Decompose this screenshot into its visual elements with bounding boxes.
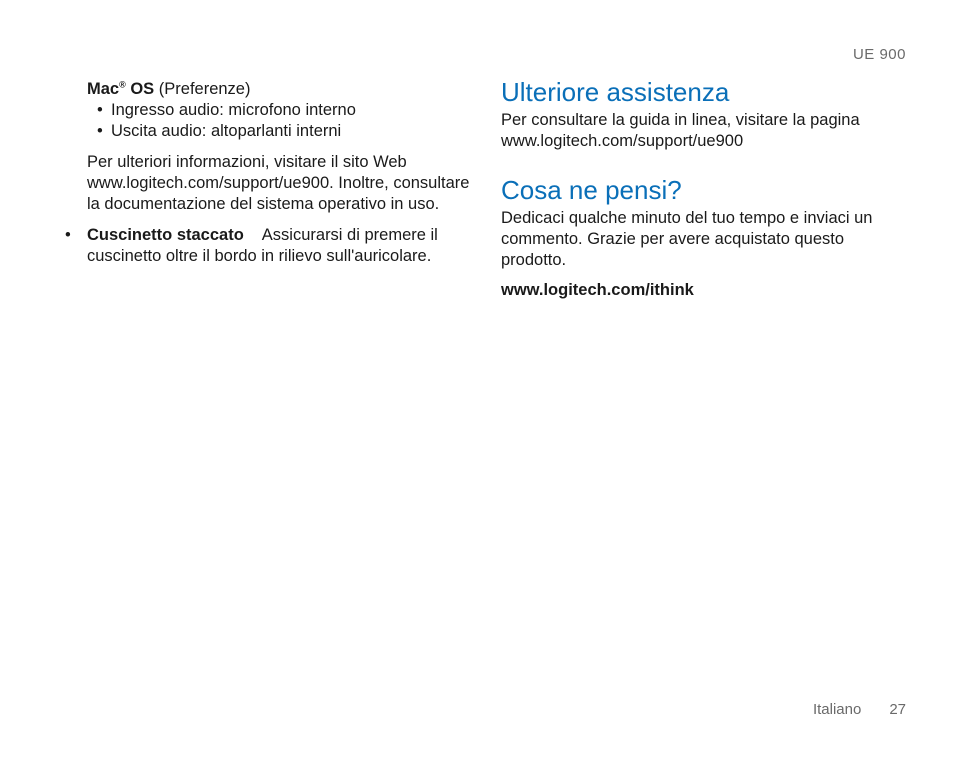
list-item-audio-output: • Uscita audio: altoparlanti interni	[97, 121, 477, 142]
mac-os-heading	[87, 79, 477, 100]
preferences-label: (Preferenze)	[154, 80, 251, 98]
list-item-audio-input: • Ingresso audio: microfono interno	[97, 100, 477, 121]
heading-further-help: Ulteriore assistenza	[501, 77, 730, 107]
mac-label: Mac	[87, 80, 120, 98]
bullet-icon: •	[65, 226, 71, 244]
bullet-title: Cuscinetto staccato	[87, 226, 244, 244]
bullet-text: Assicurarsi di premere il cuscinetto oltre il bordo in rilievo sull'auricolare.	[87, 226, 438, 265]
heading-feedback: Cosa ne pensi?	[501, 175, 682, 205]
product-name: UE 900	[852, 46, 906, 63]
bullet-cushion	[65, 225, 477, 267]
os-label: OS	[125, 80, 155, 98]
page-footer	[813, 701, 906, 718]
feedback-text: Dedicaci qualche minuto del tuo tempo e inviaci un commento. Grazie per avere acquistato questo prodotto.	[501, 209, 873, 269]
feedback-url: www.logitech.com/ithink	[501, 281, 694, 299]
registered-mark: ®	[119, 79, 126, 90]
further-help-text: Per consultare la guida in linea, visitare la pagina www.logitech.com/support/ue900	[501, 111, 860, 150]
info-paragraph: Per ulteriori informazioni, visitare il sito Web www.logitech.com/support/ue900. Inoltre, consultare la documentazione del sistema operativo in uso.	[87, 153, 470, 213]
audio-settings-list	[87, 100, 477, 142]
left-column	[65, 79, 477, 267]
footer-language: Italiano	[812, 701, 862, 718]
right-column	[501, 76, 906, 301]
page-number: 27	[889, 701, 906, 718]
